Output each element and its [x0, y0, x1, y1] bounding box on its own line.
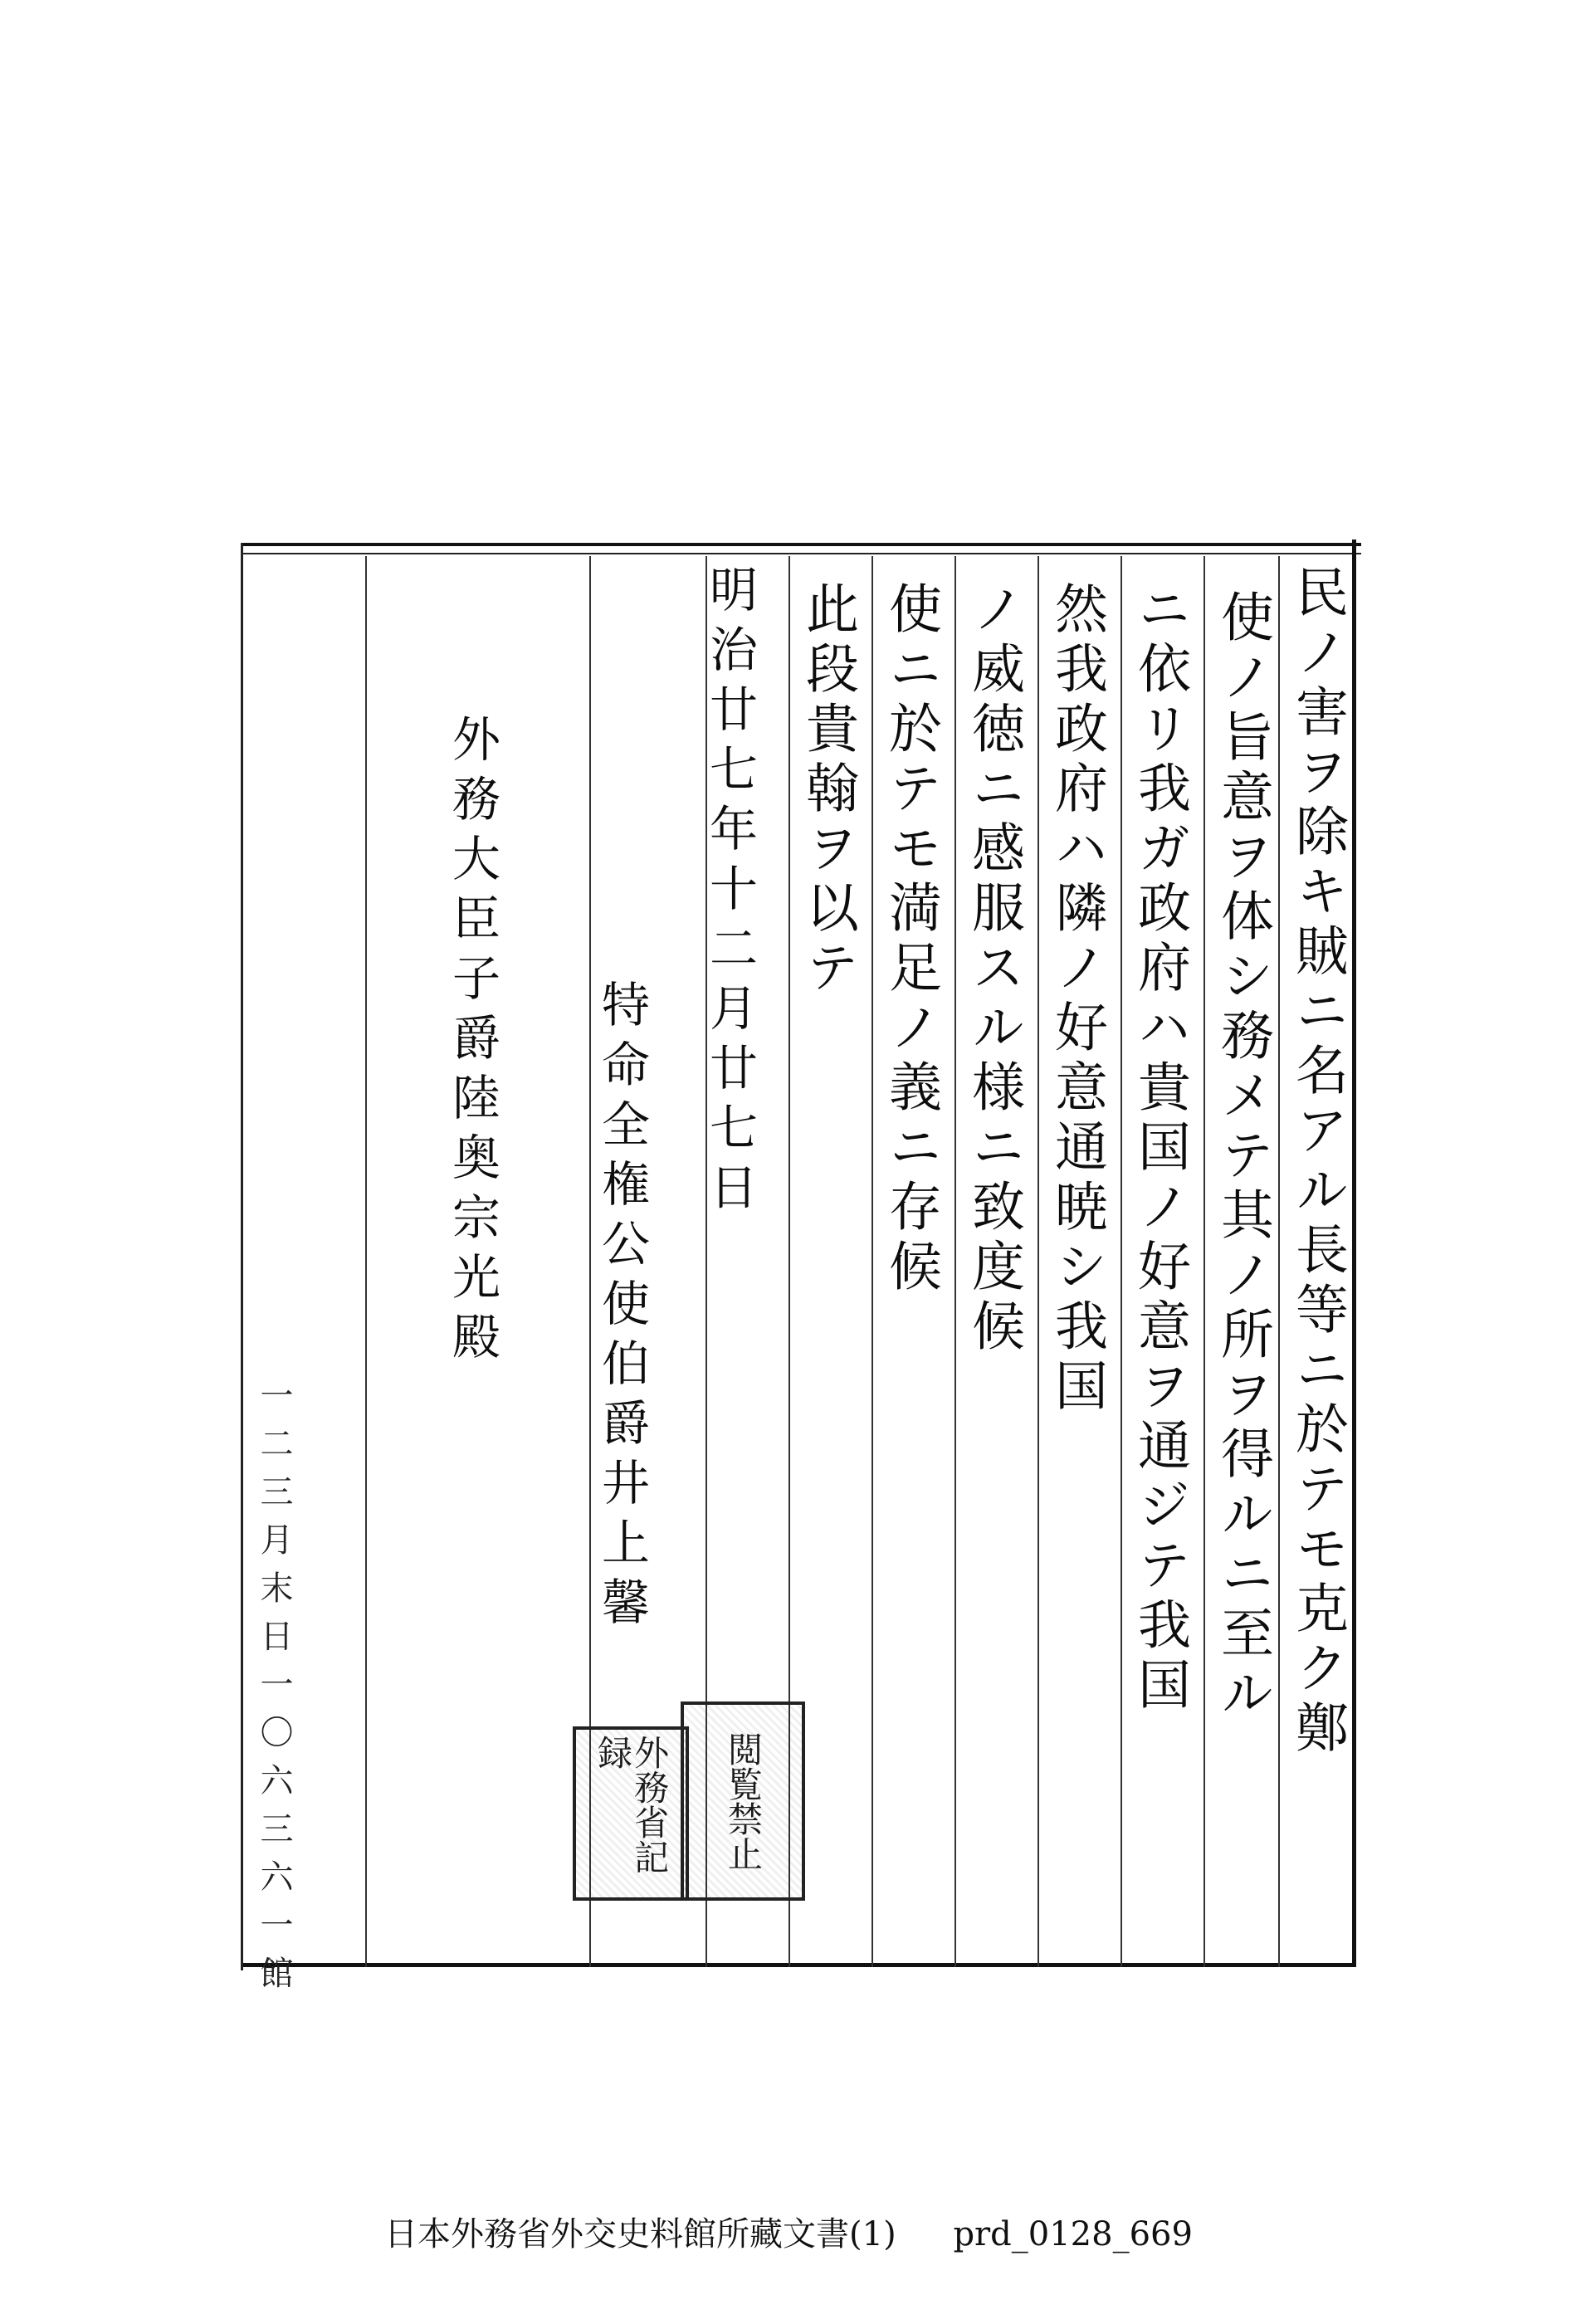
footer-identifier: prd_0128_669 [953, 2215, 1193, 2253]
text-column-3: ニ依リ我ガ政府ハ貴国ノ好意ヲ通ジテ我国 [1129, 581, 1190, 1716]
seal-stamp-left: 外務省記録 [573, 1726, 689, 1901]
margin-note: 一二三月末日一〇六三六一館 [255, 1378, 293, 2004]
column-rule [954, 556, 956, 1967]
seal-stamp-right: 閲覧禁止 [681, 1702, 805, 1901]
footer-caption [0, 2208, 1577, 2255]
frame-left-rule [241, 543, 243, 1970]
recipient-column: 外務大臣子爵陸奥宗光殿 [444, 714, 500, 1371]
date-column: 明治廿七年十二月廿七日 [701, 564, 758, 1222]
text-column-1: 民ノ害ヲ除キ賊ニ名アル長等ニ於テモ克ク鄭 [1286, 564, 1348, 1760]
text-column-2: 使ノ旨意ヲ体シ務メテ其ノ所ヲ得ルニ至ル [1212, 589, 1273, 1725]
footer-collection: 日本外務省外交史料館所藏文書(1) [384, 2215, 896, 2253]
sender-column: 特命全権公使伯爵井上馨 [593, 979, 650, 1637]
column-rule [365, 556, 367, 1967]
text-column-4: 然我政府ハ隣ノ好意通暁シ我国 [1046, 581, 1107, 1418]
column-rule [1120, 556, 1122, 1967]
column-rule [1278, 556, 1280, 1967]
manuscript-sheet [241, 531, 1361, 2004]
column-rule [872, 556, 873, 1967]
text-column-5: ノ威徳ニ感服スル様ニ致度候 [963, 581, 1024, 1358]
column-rule [1204, 556, 1205, 1967]
frame-top-rule [241, 543, 1361, 546]
text-column-7: 此段貴翰ヲ以テ [797, 581, 858, 999]
frame-right-rule [1352, 540, 1356, 1967]
frame-bottom-rule [241, 1963, 1353, 1967]
text-column-6: 使ニ於テモ満足ノ義ニ存候 [880, 581, 941, 1298]
column-rule [1038, 556, 1039, 1967]
frame-top-rule-inner [241, 553, 1361, 554]
